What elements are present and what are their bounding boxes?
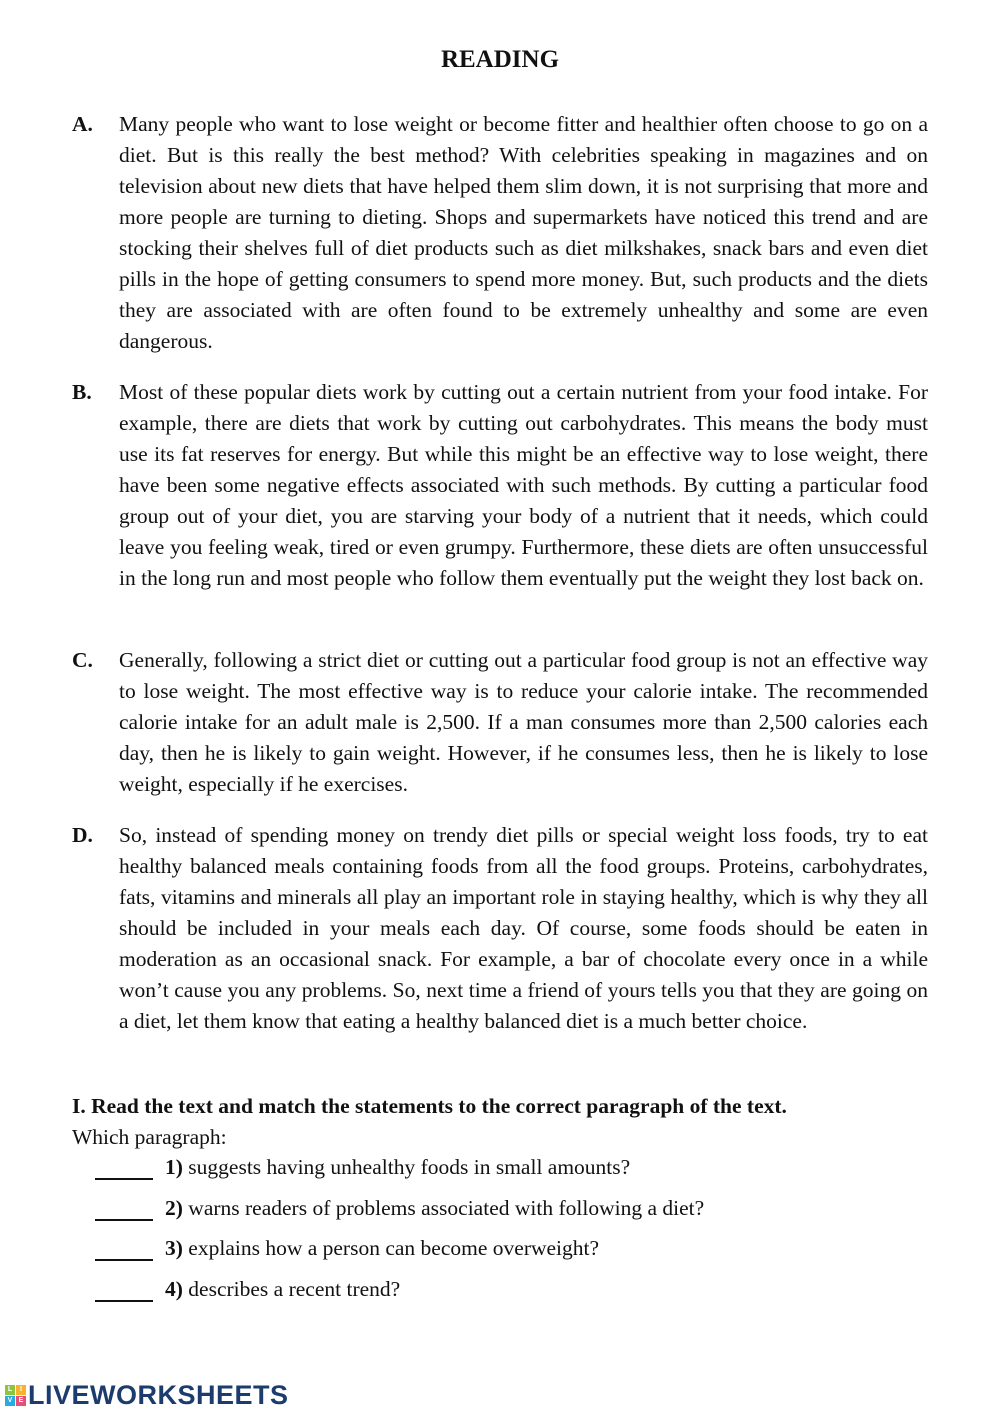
page-title: READING [440, 46, 560, 73]
question-2 [95, 1193, 704, 1224]
logo-cubes-icon [5, 1385, 26, 1406]
question-text: explains how a person can become overweight? [188, 1236, 600, 1260]
answer-input-4[interactable] [95, 1280, 153, 1302]
logo-cube: E [16, 1396, 26, 1406]
answer-input-2[interactable] [95, 1199, 153, 1221]
question-3 [95, 1233, 599, 1264]
question-number: 3) [165, 1236, 183, 1260]
question-text: describes a recent trend? [188, 1277, 401, 1301]
logo-cube: V [5, 1396, 15, 1406]
paragraph-label: D. [72, 823, 93, 847]
paragraph-label: C. [72, 648, 93, 672]
logo-cube: I [16, 1385, 26, 1395]
question-number: 2) [165, 1196, 183, 1220]
question-4 [95, 1274, 400, 1305]
answer-input-1[interactable] [95, 1158, 153, 1180]
paragraph-b [72, 377, 928, 594]
question-text: suggests having unhealthy foods in small amounts? [188, 1155, 631, 1179]
question-text: warns readers of problems associated with following a diet? [188, 1196, 705, 1220]
task-subheading: Which paragraph: [72, 1125, 227, 1149]
question-number: 4) [165, 1277, 183, 1301]
logo-cube: L [5, 1385, 15, 1395]
task-heading: I. Read the text and match the statements to the correct paragraph of the text. [72, 1094, 787, 1118]
liveworksheets-logo [5, 1380, 289, 1411]
paragraph-text: So, instead of spending money on trendy diet pills or special weight loss foods, try to eat healthy balanced meals containing foods from all the food groups. Proteins, carbohydrates, fats, vitamins and minerals all play an important role in staying healthy, which is why they all should be included in your meals each day. Of course, some foods should be eaten in moderation as an occasional snack. For example, a bar of chocolate every once in a while won’t cause you any problems. So, next time a friend of yours tells you that they are going on a diet, let them know that eating a healthy balanced diet is a much better choice. [119, 823, 928, 1033]
question-1 [95, 1152, 630, 1183]
paragraph-label: A. [72, 112, 93, 136]
logo-text: LIVEWORKSHEETS [28, 1380, 289, 1410]
answer-input-3[interactable] [95, 1239, 153, 1261]
paragraph-text: Most of these popular diets work by cutting out a certain nutrient from your food intake. For example, there are diets that work by cutting out carbohydrates. This means the body must use its fat reserves for energy. But while this might be an effective way to lose weight, there have been some negative effects associated with such methods. By cutting a particular food group out of your diet, you are starving your body of a nutrient that it needs, which could leave you feeling weak, tired or even grumpy. Furthermore, these diets are often unsuccessful in the long run and most people who follow them eventually put the weight they lost back on. [119, 380, 928, 590]
question-number: 1) [165, 1155, 183, 1179]
paragraph-d [72, 820, 928, 1037]
paragraph-c [72, 645, 928, 800]
paragraph-text: Many people who want to lose weight or become fitter and healthier often choose to go on a diet. But is this really the best method? With celebrities speaking in magazines and on television about new diets that have helped them slim down, it is not surprising that more and more people are turning to dieting. Shops and supermarkets have noticed this trend and are stocking their shelves full of diet products such as diet milkshakes, snack bars and even diet pills in the hope of getting consumers to spend more money. But, such products and the diets they are associated with are often found to be extremely unhealthy and some are even dangerous. [119, 112, 928, 353]
paragraph-text: Generally, following a strict diet or cutting out a particular food group is not an effective way to lose weight. The most effective way is to reduce your calorie intake. The recommended calorie intake for an adult male is 2,500. If a man consumes more than 2,500 calories each day, then he is likely to gain weight. However, if he consumes less, then he is likely to lose weight, especially if he exercises. [119, 648, 928, 796]
paragraph-label: B. [72, 380, 92, 404]
paragraph-a [72, 109, 928, 357]
task-section [72, 1091, 787, 1153]
